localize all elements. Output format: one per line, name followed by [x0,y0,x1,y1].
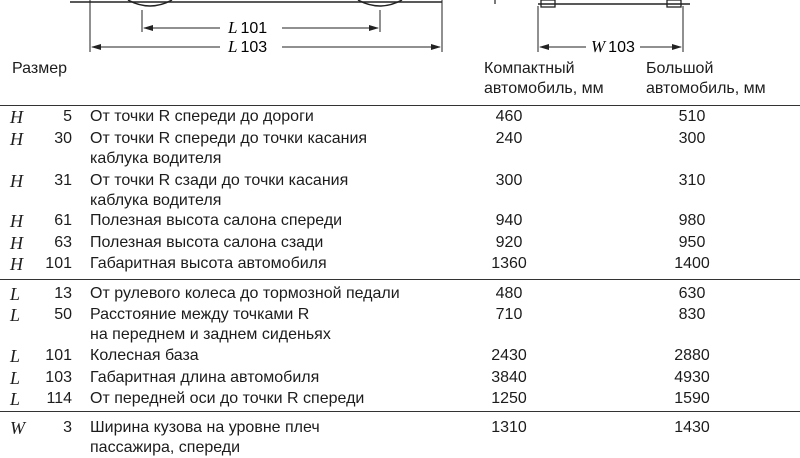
row-number: 61 [54,212,72,229]
row-large-value: 830 [678,306,706,323]
group-rule-l-w [0,411,800,412]
row-compact-value: 940 [495,212,523,229]
row-letter: H [10,129,23,149]
row-large-value: 510 [678,108,706,125]
row-description: Полезная высота салона спереди [90,212,343,229]
row-description: Ширина кузова на уровне плеч [90,419,320,436]
dimension-label-l103: L 103 [228,37,268,56]
row-letter: L [10,305,21,325]
row-letter: L [10,346,21,366]
row-letter: L [10,389,21,409]
dimension-label-l101: L 101 [228,18,268,37]
row-description: каблука водителя [90,150,222,167]
row-number: 63 [54,234,72,251]
row-large-value: 2880 [674,347,710,364]
front-wheel-arc [128,0,172,6]
row-large-value: 1400 [674,255,710,272]
header-large-line2: автомобиль, мм [646,80,766,97]
row-description: каблука водителя [90,192,222,209]
row-number: 31 [54,172,72,189]
row-large-value: 1590 [674,390,710,407]
row-number: 3 [63,419,72,436]
row-letter: H [10,233,23,253]
row-letter: H [10,211,23,231]
row-compact-value: 1360 [491,255,527,272]
row-letter: H [10,171,23,191]
row-compact-value: 710 [495,306,523,323]
row-description: Расстояние между точками R [90,306,310,323]
arrowhead-l101-left [143,25,153,31]
row-description: Колесная база [90,347,199,364]
row-description: От рулевого колеса до тормозной педали [90,285,400,302]
vehicle-dimension-diagram [0,0,800,60]
row-description: на переднем и заднем сиденьях [90,326,331,343]
header-compact-line1: Компактный [484,60,575,77]
header-size: Размер [12,60,67,77]
row-large-value: 950 [678,234,706,251]
row-letter: H [10,107,23,127]
group-rule-h-l [0,279,800,280]
header-compact-line2: автомобиль, мм [484,80,604,97]
row-large-value: 1430 [674,419,710,436]
row-compact-value: 480 [495,285,523,302]
arrowhead-l103-left [91,44,101,50]
row-large-value: 300 [678,130,706,147]
row-number: 50 [54,306,72,323]
row-description: От точки R сзади до точки касания [90,172,349,189]
row-description: От точки R спереди до дороги [90,108,314,125]
row-number: 101 [45,255,72,272]
row-compact-value: 3840 [491,369,527,386]
arrowhead-w103-left [539,44,549,50]
dimension-label-w103: W 103 [591,37,635,56]
row-large-value: 630 [678,285,706,302]
row-compact-value: 1310 [491,419,527,436]
row-letter: H [10,254,23,274]
row-description: От передней оси до точки R спереди [90,390,365,407]
row-description: пассажира, спереди [90,439,241,456]
row-compact-value: 2430 [491,347,527,364]
row-number: 114 [46,390,72,407]
row-number: 101 [45,347,72,364]
row-number: 5 [63,108,72,125]
arrowhead-l101-right [369,25,379,31]
row-number: 30 [54,130,72,147]
row-letter: L [10,284,21,304]
row-letter: W [10,418,25,438]
row-compact-value: 920 [495,234,523,251]
row-description: Габаритная длина автомобиля [90,369,320,386]
arrowhead-l103-right [431,44,441,50]
row-large-value: 310 [678,172,706,189]
row-letter: L [10,368,21,388]
row-compact-value: 240 [495,130,523,147]
row-description: От точки R спереди до точки касания [90,130,368,147]
row-number: 103 [45,369,72,386]
row-compact-value: 300 [495,172,523,189]
row-compact-value: 460 [495,108,523,125]
header-rule [0,105,800,106]
row-large-value: 980 [678,212,706,229]
row-number: 13 [54,285,72,302]
arrowhead-w103-right [672,44,682,50]
row-description: Габаритная высота автомобиля [90,255,327,272]
row-large-value: 4930 [674,369,710,386]
rear-wheel-arc [358,0,402,6]
row-description: Полезная высота салона сзади [90,234,324,251]
row-compact-value: 1250 [491,390,527,407]
header-large-line1: Большой [646,60,714,77]
